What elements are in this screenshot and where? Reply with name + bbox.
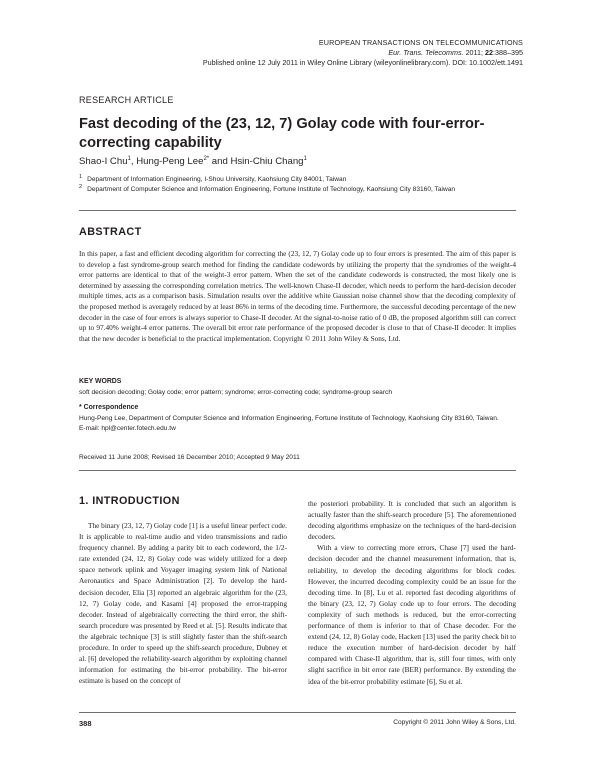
author-list: [79, 156, 307, 167]
affiliation-text: Department of Computer Science and Information Engineering, Fortune Institute of Technology, Kaohsiung City 83160, Taiwan: [87, 186, 456, 194]
article-dates: Received 11 June 2008; Revised 16 December 2010; Accepted 9 May 2011: [79, 454, 300, 461]
author-name: Shao-I Chu: [79, 156, 128, 168]
introduction-heading: 1. INTRODUCTION: [79, 495, 180, 507]
abstract-heading: ABSTRACT: [79, 226, 142, 238]
affiliation: [79, 184, 455, 193]
divider: [79, 470, 516, 471]
footer-divider: [79, 712, 516, 713]
correspondence-label: * Correspondence: [79, 404, 139, 411]
journal-pages: :388–395: [493, 48, 523, 57]
author-name: Hung-Peng Lee: [136, 156, 204, 168]
publication-info: Published online 12 July 2011 in Wiley Online Library (wileyonlinelibrary.com). DOI: 10.1002/ett.1491: [202, 58, 523, 67]
body-paragraph: the posteriori probability. It is concluded that such an algorithm is actually faster than the shift-search procedure [5]. The aforementioned decoding algorithms emphasize on the techniques of the hard-decision decoders.: [308, 499, 516, 542]
body-paragraph: With a view to correcting more errors, Chase [7] used the hard-decision decoder and the channel measurement information, that is, reliability, to develop the decoding algorithms for block codes. However, the incurred decoding complexity could be an issue for the decoding time. In [8], Lu et al. reported fast decoding algorithms of the binary (23, 12, 7) Golay code up to four errors. The decoding complexity of such methods is reduced, but the error-correcting performance of them is inferior to that of Chase decoder. For the extend (24, 12, 8) Golay code, Hackett [13] used the parity check bit to reduce the execution number of hard-decision decoder by half compared with Chase-II algorithm, that is, still four times, with only slight sacrifice in bit error rate (BER) performance. By extending the idea of the bit-error probability estimate [6], Su et al.: [308, 543, 516, 686]
journal-volume: 22: [485, 48, 494, 57]
abstract-body: In this paper, a fast and efficient decoding algorithm for correcting the (23, 12, 7) Golay code up to four errors is presented. The aim of this paper is to develop a fast syndrome-group search method for finding the candidate codewords by utilizing the property that the syndromes of the weight-4 error patterns are identical to that of the weight-3 error pattern. When the set of the candidate codewords is constructed, the most likely one is determined by assessing the corresponding correlation metrics. The well-known Chase-II decoder, which needs to perform the hard-decision decoder multiple times, acts as a comparison basis. Simulation results over the additive white Gaussian noise channel show that the decoding complexity of the proposed method is averagely reduced by at least 86% in terms of the decoding time. Furthermore, the successful decoding percentage of the new decoder in the case of four errors is always superior to Chase-II decoder. At the signal-to-noise ratio of 0 dB, the proposed algorithm still can correct up to 97.40% weight-4 error patterns. The overall bit error rate performance of the proposed decoder is close to that of Chase-II decoder. It implies that the new decoder is beneficial to the practical implementation. Copyright © 2011 John Wiley & Sons, Ltd.: [79, 249, 516, 343]
author-and: and: [209, 156, 231, 168]
keywords-label: KEY WORDS: [79, 378, 122, 385]
correspondence: [79, 414, 516, 435]
journal-name: EUROPEAN TRANSACTIONS ON TELECOMMUNICATIONS: [318, 38, 523, 47]
correspondence-email: E-mail: hpl@center.fotech.edu.tw: [79, 425, 176, 433]
author-affil-mark: 2*: [203, 156, 210, 162]
paper-title: Fast decoding of the (23, 12, 7) Golay code with four-error-correcting capability: [79, 116, 485, 151]
journal-abbrev: Eur. Trans. Telecomms.: [388, 48, 464, 57]
body-column-left: [79, 520, 287, 686]
body-column-right: [308, 498, 516, 687]
article-type: RESEARCH ARTICLE: [79, 95, 174, 105]
journal-citation: [388, 48, 523, 59]
affiliation: [79, 174, 346, 183]
affiliation-number: 2: [79, 184, 83, 190]
author-separator: ,: [130, 156, 137, 168]
correspondence-address: Hung-Peng Lee, Department of Computer Science and Information Engineering, Fortune Institute of Technology, Kaohsiung City 83160, Taiwan.: [79, 415, 499, 422]
journal-year: 2011;: [465, 48, 484, 57]
keywords: soft decision decoding; Golay code; error pattern; syndrome; error-correcting code; syndrome-group search: [79, 389, 392, 396]
author-affil-mark: 1: [127, 156, 131, 162]
body-paragraph: The binary (23, 12, 7) Golay code [1] is a useful linear perfect code. It is applicable to real-time audio and video transmissions and radio frequency channel. By adding a parity bit to each codeword, the 1/2-rate extended (24, 12, 8) Golay code was widely utilized for a deep space network uplink and Voyager imaging system link of National Aeronautics and Space Administration [2]. To develop the hard-decision decoder, Elia [3] reported an algebraic algorithm for the (23, 12, 7) Golay code, and Kasami [4] proposed the error-trapping decoder. Instead of algebraically correcting the third error, the shift-search procedure was presented by Reed et al. [5]. Results indicate that the algebraic technique [3] is still slightly faster than the shift-search procedure. In order to speed up the shift-search procedure, Dubney et al. [6] developed the reliability-search algorithm by exploiting channel information for estimating the bit-error probability. The bit-error estimate is based on the concept of: [79, 521, 287, 686]
affiliation-number: 1: [79, 174, 83, 180]
author-affil-mark: 1: [303, 156, 307, 162]
footer-copyright: Copyright © 2011 John Wiley & Sons, Ltd.: [393, 719, 516, 726]
author-name: Hsin-Chiu Chang: [230, 156, 304, 168]
divider: [79, 210, 516, 211]
affiliation-text: Department of Information Engineering, I-Shou University, Kaohsiung City 84001, Taiwan: [87, 176, 347, 184]
page-number: 388: [79, 719, 92, 728]
